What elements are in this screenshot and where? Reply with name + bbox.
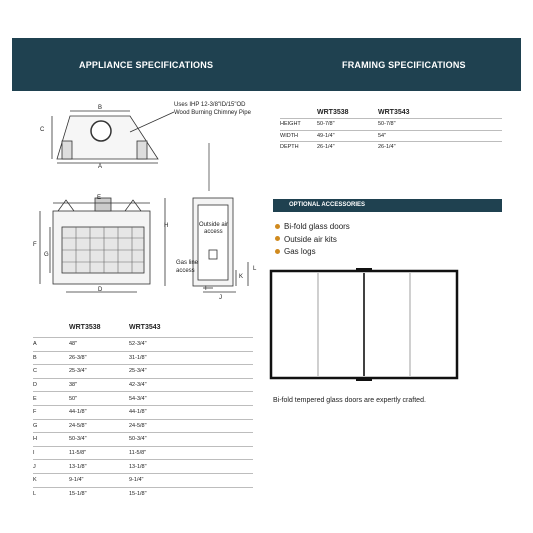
outside-air-line2: access xyxy=(204,229,223,235)
accessory-label: Outside air kits xyxy=(284,234,337,244)
gas-line-line1: Gas line xyxy=(176,260,199,266)
cell-value: 50-7/8" xyxy=(378,119,502,131)
cell-value: 44-1/8" xyxy=(69,405,129,419)
cell-value: 44-1/8" xyxy=(129,405,253,419)
cell-letter: D xyxy=(33,378,69,392)
cell-value: 26-1/4" xyxy=(317,142,378,153)
cell-value: 54" xyxy=(378,130,502,142)
dim-letter-a: A xyxy=(98,164,103,170)
cell-letter: J xyxy=(33,460,69,474)
optional-accessories-bar xyxy=(273,199,502,212)
cell-letter: C xyxy=(33,365,69,379)
table-row xyxy=(280,119,502,131)
list-item xyxy=(273,234,350,247)
cell-value: 38" xyxy=(69,378,129,392)
accessory-label: Bi-fold glass doors xyxy=(284,222,350,231)
cell-value: 26-1/4" xyxy=(378,142,502,153)
cell-value: 54-3/4" xyxy=(129,392,253,406)
column-header xyxy=(280,107,317,119)
cell-letter: G xyxy=(33,419,69,433)
cell-value: 48" xyxy=(69,338,129,352)
bifold-doors-image xyxy=(271,268,457,381)
dim-letter-d: D xyxy=(98,287,103,293)
column-header: WRT3538 xyxy=(69,323,101,331)
cell-letter: K xyxy=(33,473,69,487)
cell-letter: L xyxy=(33,487,69,500)
doors-caption: Bi-fold tempered glass doors are expertly crafted. xyxy=(273,397,426,404)
dim-letter-b: B xyxy=(98,105,103,111)
table-row xyxy=(33,365,253,379)
cell-letter: E xyxy=(33,392,69,406)
table-row xyxy=(33,405,253,419)
table-row xyxy=(33,460,253,474)
cell-label: WIDTH xyxy=(280,130,317,142)
cell-value: 31-1/8" xyxy=(129,351,253,365)
cell-label: DEPTH xyxy=(280,142,317,153)
cell-value: 13-1/8" xyxy=(69,460,129,474)
appliance-specs-title: APPLIANCE SPECIFICATIONS xyxy=(79,60,214,70)
framing-specs-table xyxy=(280,107,502,153)
table-header-row xyxy=(33,321,253,338)
top-view-diagram xyxy=(52,111,174,163)
cell-value: 15-1/8" xyxy=(69,487,129,500)
table-row xyxy=(33,338,253,352)
cell-value: 11-5/8" xyxy=(129,446,253,460)
table-row xyxy=(33,446,253,460)
dim-letter-c: C xyxy=(40,127,45,133)
cell-value: 9-1/4" xyxy=(129,473,253,487)
table-header-row xyxy=(280,107,502,119)
dim-letter-g: G xyxy=(44,252,49,258)
bullet-dot-icon xyxy=(275,236,280,241)
accessories-title: OPTIONAL ACCESSORIES xyxy=(289,202,366,208)
cell-value: 9-1/4" xyxy=(69,473,129,487)
dim-letter-j: J xyxy=(219,295,222,301)
accessories-list xyxy=(273,221,350,259)
dim-letter-h: H xyxy=(164,223,169,229)
dim-letter-e: E xyxy=(97,195,102,201)
cell-letter: A xyxy=(33,338,69,352)
table-row xyxy=(33,473,253,487)
cell-value: 50-7/8" xyxy=(317,119,378,131)
column-header: WRT3538 xyxy=(317,109,349,116)
table-row xyxy=(33,433,253,447)
chimney-note-line2: Wood Burning Chimney Pipe xyxy=(174,110,251,116)
cell-value: 52-3/4" xyxy=(129,338,253,352)
cell-value: 13-1/8" xyxy=(129,460,253,474)
dim-letter-k: K xyxy=(239,274,244,280)
accessory-label: Gas logs xyxy=(284,247,316,256)
gas-line-line2: access xyxy=(176,268,195,274)
dim-letter-i: I xyxy=(205,286,207,292)
table-row xyxy=(33,487,253,500)
cell-letter: F xyxy=(33,405,69,419)
cell-value: 42-3/4" xyxy=(129,378,253,392)
front-view-diagram xyxy=(40,198,150,292)
cell-label: HEIGHT xyxy=(280,119,317,131)
appliance-dimensions-table xyxy=(33,321,253,500)
cell-value: 24-5/8" xyxy=(69,419,129,433)
list-item xyxy=(273,246,350,259)
table-row xyxy=(33,392,253,406)
table-row xyxy=(33,378,253,392)
cell-value: 49-1/4" xyxy=(317,130,378,142)
bullet-dot-icon xyxy=(275,224,280,229)
cell-value: 11-5/8" xyxy=(69,446,129,460)
column-header: WRT3543 xyxy=(129,323,161,331)
cell-value: 50" xyxy=(69,392,129,406)
outside-air-line1: Outside air xyxy=(199,222,229,228)
table-row xyxy=(280,142,502,153)
table-row xyxy=(33,351,253,365)
cell-letter: I xyxy=(33,446,69,460)
dim-letter-f: F xyxy=(33,242,37,248)
cell-value: 25-3/4" xyxy=(129,365,253,379)
cell-value: 26-3/8" xyxy=(69,351,129,365)
cell-letter: B xyxy=(33,351,69,365)
cell-value: 25-3/4" xyxy=(69,365,129,379)
chimney-note-line1: Uses IHP 12-3/8"ID/15"OD xyxy=(174,102,246,108)
cell-value: 15-1/8" xyxy=(129,487,253,500)
framing-specs-title: FRAMING SPECIFICATIONS xyxy=(342,60,466,70)
cell-value: 24-5/8" xyxy=(129,419,253,433)
dim-letter-l: L xyxy=(253,266,257,272)
column-header xyxy=(33,321,69,338)
table-row xyxy=(33,419,253,433)
cell-letter: H xyxy=(33,433,69,447)
bullet-dot-icon xyxy=(275,249,280,254)
cell-value: 50-3/4" xyxy=(129,433,253,447)
cell-value: 50-3/4" xyxy=(69,433,129,447)
column-header: WRT3543 xyxy=(378,109,410,116)
table-row xyxy=(280,130,502,142)
list-item xyxy=(273,221,350,234)
